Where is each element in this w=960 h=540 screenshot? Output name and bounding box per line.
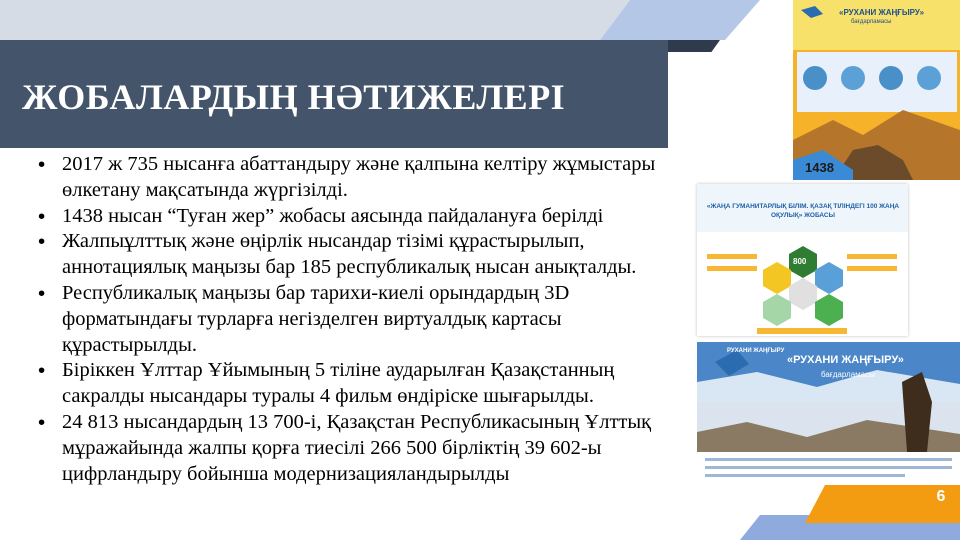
bullet-item: • Республикалық маңызы бар тарихи-киелі орындардың 3D форматындағы турларға негізделген виртуалдық картасы құрастырылды. [38,281,698,358]
poster-number: 800 [793,257,807,266]
bullet-item: • 1438 нысан “Туған жер” жобасы аясында пайдалануға берілді [38,204,698,230]
footer-decorative-shape [730,485,960,540]
bullet-item: • 24 813 нысандардың 13 700-і, Қазақстан Республикасының Ұлттық мұражайында жалпы қорға тиесілі 266 500 бірліктің 39 602-ы цифрландыру бойынша модернизацияландырылды [38,410,698,487]
page-number: 6 [936,488,946,505]
poster-header: «РУХАНИ ЖАҢҒЫРУ» [787,354,904,366]
bullet-item: • Біріккен Ұлттар Ұйымының 5 тіліне аударылған Қазақстанның сакралды нысандары туралы 4 фильм өндіріске шығарылды. [38,358,698,410]
rukhani-zhangyru-program-poster-image [697,342,960,490]
poster-number: 1438 [805,160,834,175]
poster-subheader: бағдарламасы [851,19,892,25]
poster-header: «ЖАҢА ГУМАНИТАРЛЫҚ БІЛІМ. ҚАЗАҚ ТІЛІНДЕГІ 100 ЖАҢА ОҚУЛЫҚ» ЖОБАСЫ [706,203,900,219]
rukhani-zhangyru-poster-image [793,0,960,180]
results-bullet-list [38,152,698,487]
bullet-item: • Жалпыұлттық және өңірлік нысандар тізімі құрастырылып, аннотациялық маңызы бар 185 республикалық нысан анықталды. [38,229,698,281]
poster-brand: РУХАНИ ЖАҢҒЫРУ [727,348,785,354]
new-humanitarian-knowledge-poster-image [697,184,908,336]
poster-header: «РУХАНИ ЖАҢҒЫРУ» [839,8,925,17]
poster-subheader: бағдарламасы [821,370,875,379]
bullet-item: • 2017 ж 735 нысанға абаттандыру және қалпына келтіру жұмыстары өлкетану мақсатында жүргізілді. [38,152,698,204]
poster-artwork [793,0,960,180]
slide-title: ЖОБАЛАРДЫҢ НӘТИЖЕЛЕРІ [22,77,566,117]
